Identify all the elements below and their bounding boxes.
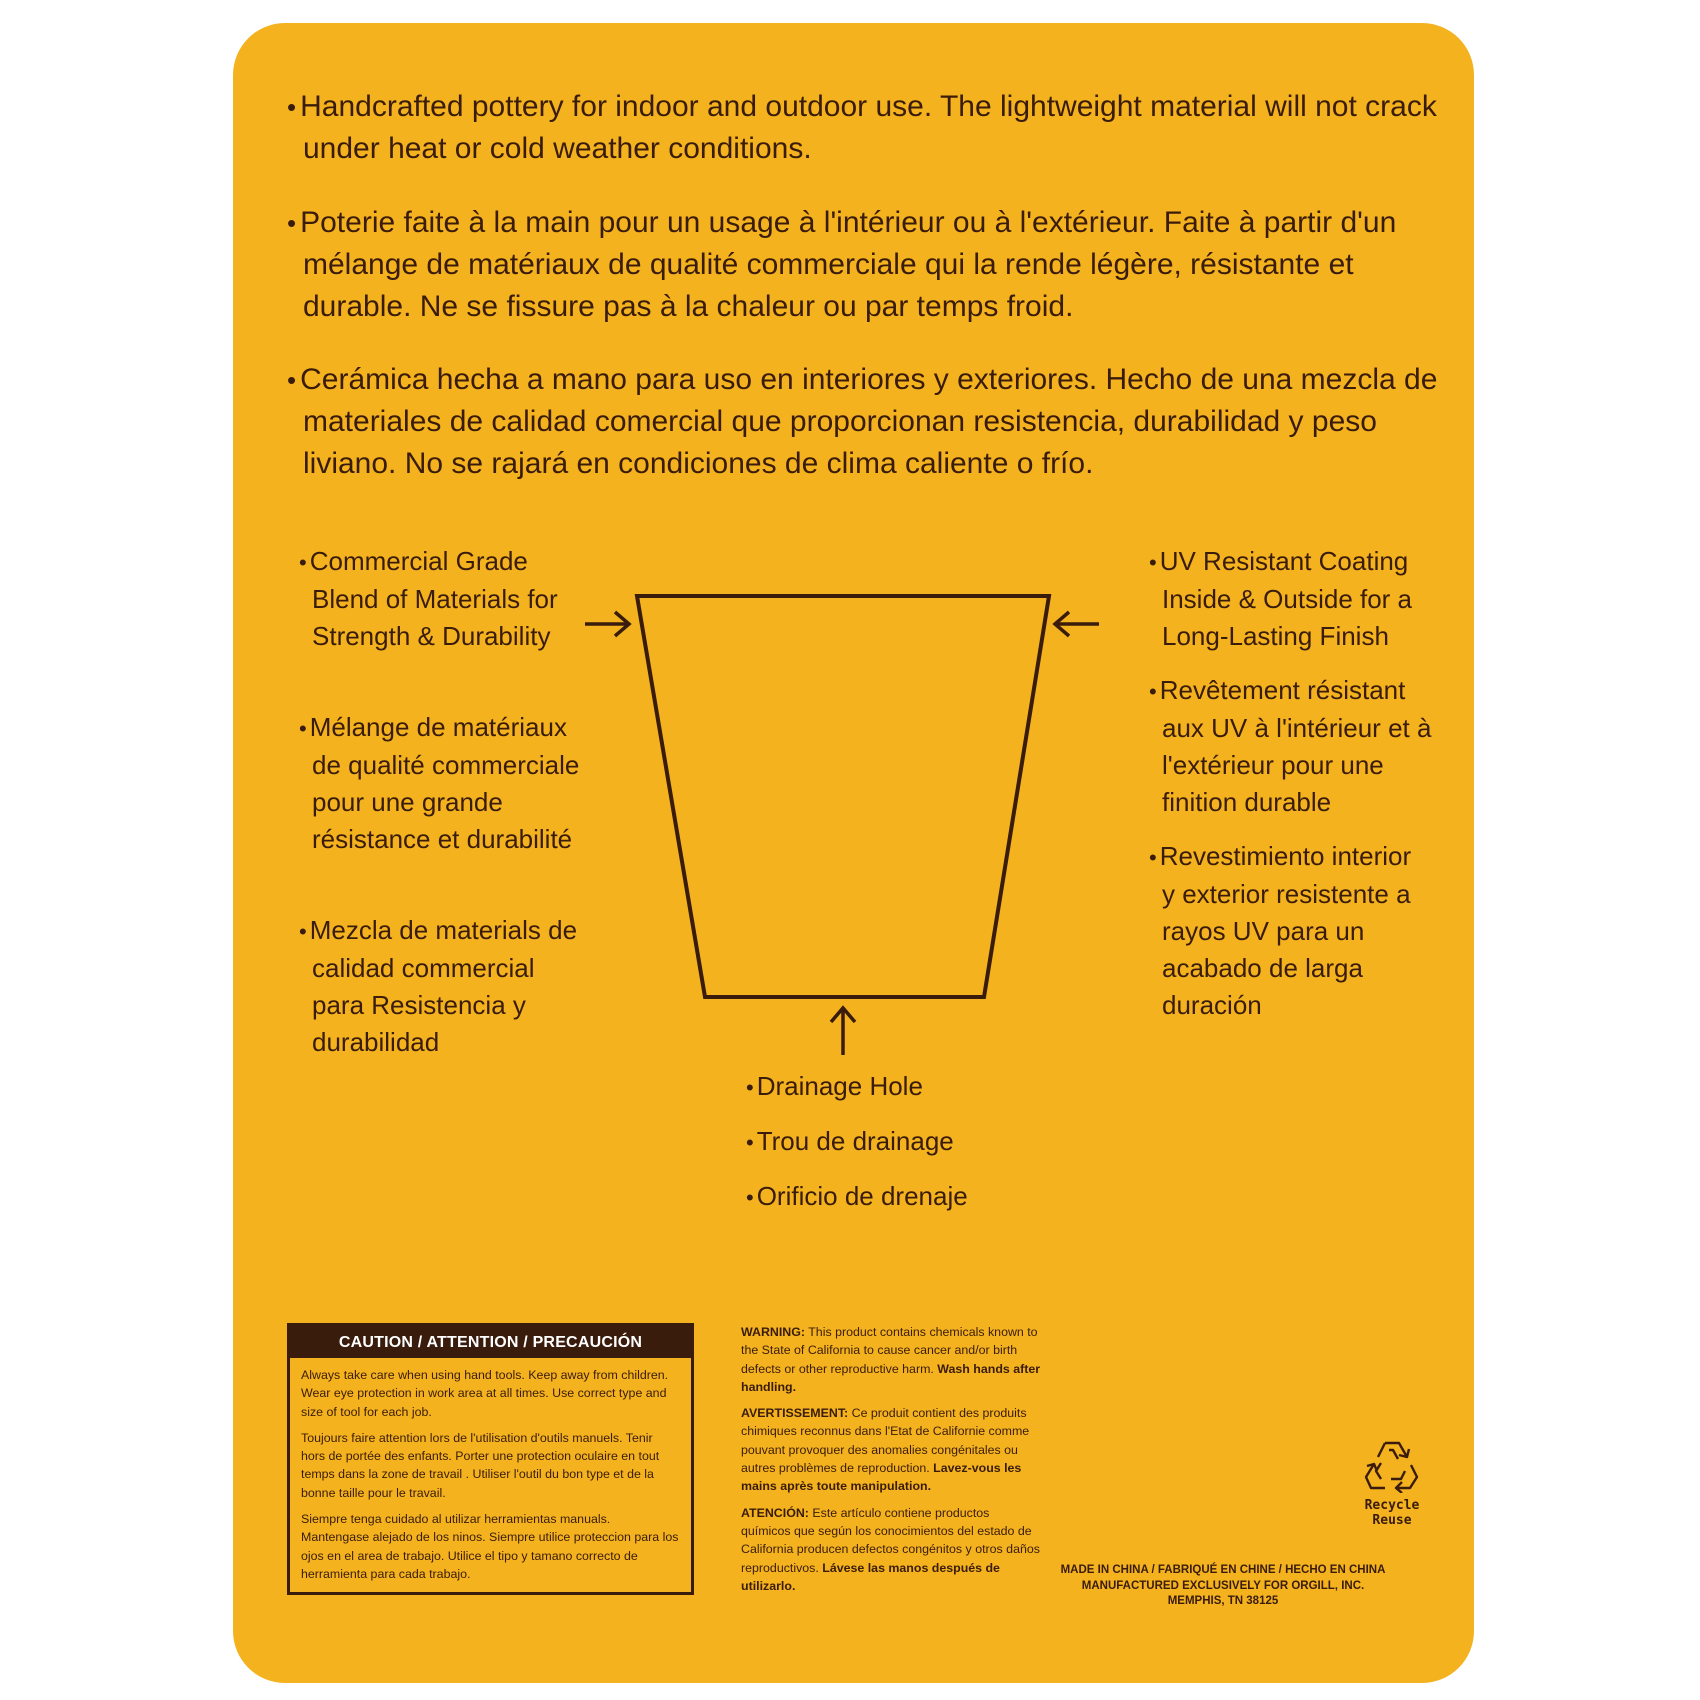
warning-french: AVERTISSEMENT: Ce produit contient des produits chimiques reconnus dans l'Etat de Californie comme pouvant provoquer des anomalies congénitales ou autres problèmes de reproduction. Lavez-vous les mains après toute manipulation. (741, 1406, 1030, 1494)
caution-box (287, 1323, 694, 1595)
manufacturer-line: MANUFACTURED EXCLUSIVELY FOR ORGILL, INC. (1081, 1579, 1365, 1592)
callout-drainage-french: • Trou de drainage (746, 1126, 954, 1156)
intro-english: • Handcrafted pottery for indoor and outdoor use. The lightweight material will not crack under heat or cold weather conditions. (287, 90, 1437, 165)
intro-spanish: • Cerámica hecha a mano para uso en interiores y exteriores. Hecho de una mezcla de materiales de calidad comercial que proporcionan resistencia, durabilidad y peso liviano. No se rajará en condiciones de clima caliente o frío. (287, 363, 1438, 480)
warning-english: WARNING: This product contains chemicals known to the State of California to cause cancer and/or birth defects or other reproductive harm. Wash hands after handling. (741, 1325, 1041, 1394)
pot-outline (637, 596, 1049, 997)
up-arrow-icon (831, 1008, 855, 1055)
reuse-label: Reuse (1372, 1513, 1412, 1528)
recycle-label: Recycle (1364, 1498, 1420, 1513)
intro-french: • Poterie faite à la main pour un usage à l'intérieur ou à l'extérieur. Faite à partir d'un mélange de matériaux de qualité commerciale qui la rende légère, résistante et durable. Ne se fissure pas à la chaleur ou par temps froid. (287, 206, 1397, 323)
callout-left-english: • Commercial Grade Blend of Materials for Strength & Durability (299, 546, 558, 651)
callout-right-french: • Revêtement résistant aux UV à l'intérieur et à l'extérieur pour une finition durable (1149, 675, 1432, 817)
left-arrow-icon (585, 612, 629, 636)
callout-right-english: • UV Resistant Coating Inside & Outside for a Long-Lasting Finish (1149, 546, 1413, 651)
callout-left-french: • Mélange de matériaux de qualité commerciale pour une grande résistance et durabilité (299, 712, 580, 854)
callout-left-spanish: • Mezcla de materials de calidad commercial para Resistencia y durabilidad (299, 915, 578, 1057)
callout-drainage-english: • Drainage Hole (746, 1071, 923, 1101)
product-info-card (233, 23, 1474, 1683)
caution-text-french: Toujours faire attention lors de l'utilisation d'outils manuels. Tenir hors de portée des enfants. Porter une protection oculaire en tout temps dans la zone de travail . Utiliser l'outil du bon type et de la bonne taille pour le travail. (301, 1430, 660, 1500)
caution-title: CAUTION / ATTENTION / PRECAUCIÓN (290, 1326, 691, 1358)
caution-text-spanish: Siempre tenga cuidado al utilizar herramientas manuals. Mantengase alejado de los ninos. Siempre utilice proteccion para los ojos en el area de trabajo. Utilice el tipo y tamano correcto de herramienta para cada trabajo. (301, 1512, 679, 1581)
manufacturer-info (993, 1563, 1453, 1610)
recycle-logo (1357, 1437, 1427, 1528)
warning-column (741, 1323, 1041, 1603)
address-line: MEMPHIS, TN 38125 (1167, 1595, 1279, 1607)
recycle-icon (1363, 1437, 1421, 1493)
made-in-line: MADE IN CHINA / FABRIQUÉ EN CHINE / HECHO EN CHINA (1060, 1564, 1386, 1576)
warning-spanish: ATENCIÓN: Este artículo contiene productos químicos que según los conocimientos del estado de California producen defectos congénitos y otros daños reproductivos. Lávese las manos después de utilizarlo. (741, 1505, 1040, 1593)
right-arrow-icon (1055, 612, 1099, 636)
callout-drainage-spanish: • Orificio de drenaje (746, 1181, 968, 1211)
caution-text-english: Always take care when using hand tools. Keep away from children. Wear eye protection in work area at all times. Use correct type and size of tool for each job. (301, 1368, 669, 1419)
callout-right-spanish: • Revestimiento interior y exterior resistente a rayos UV para un acabado de larga duración (1149, 841, 1412, 1020)
